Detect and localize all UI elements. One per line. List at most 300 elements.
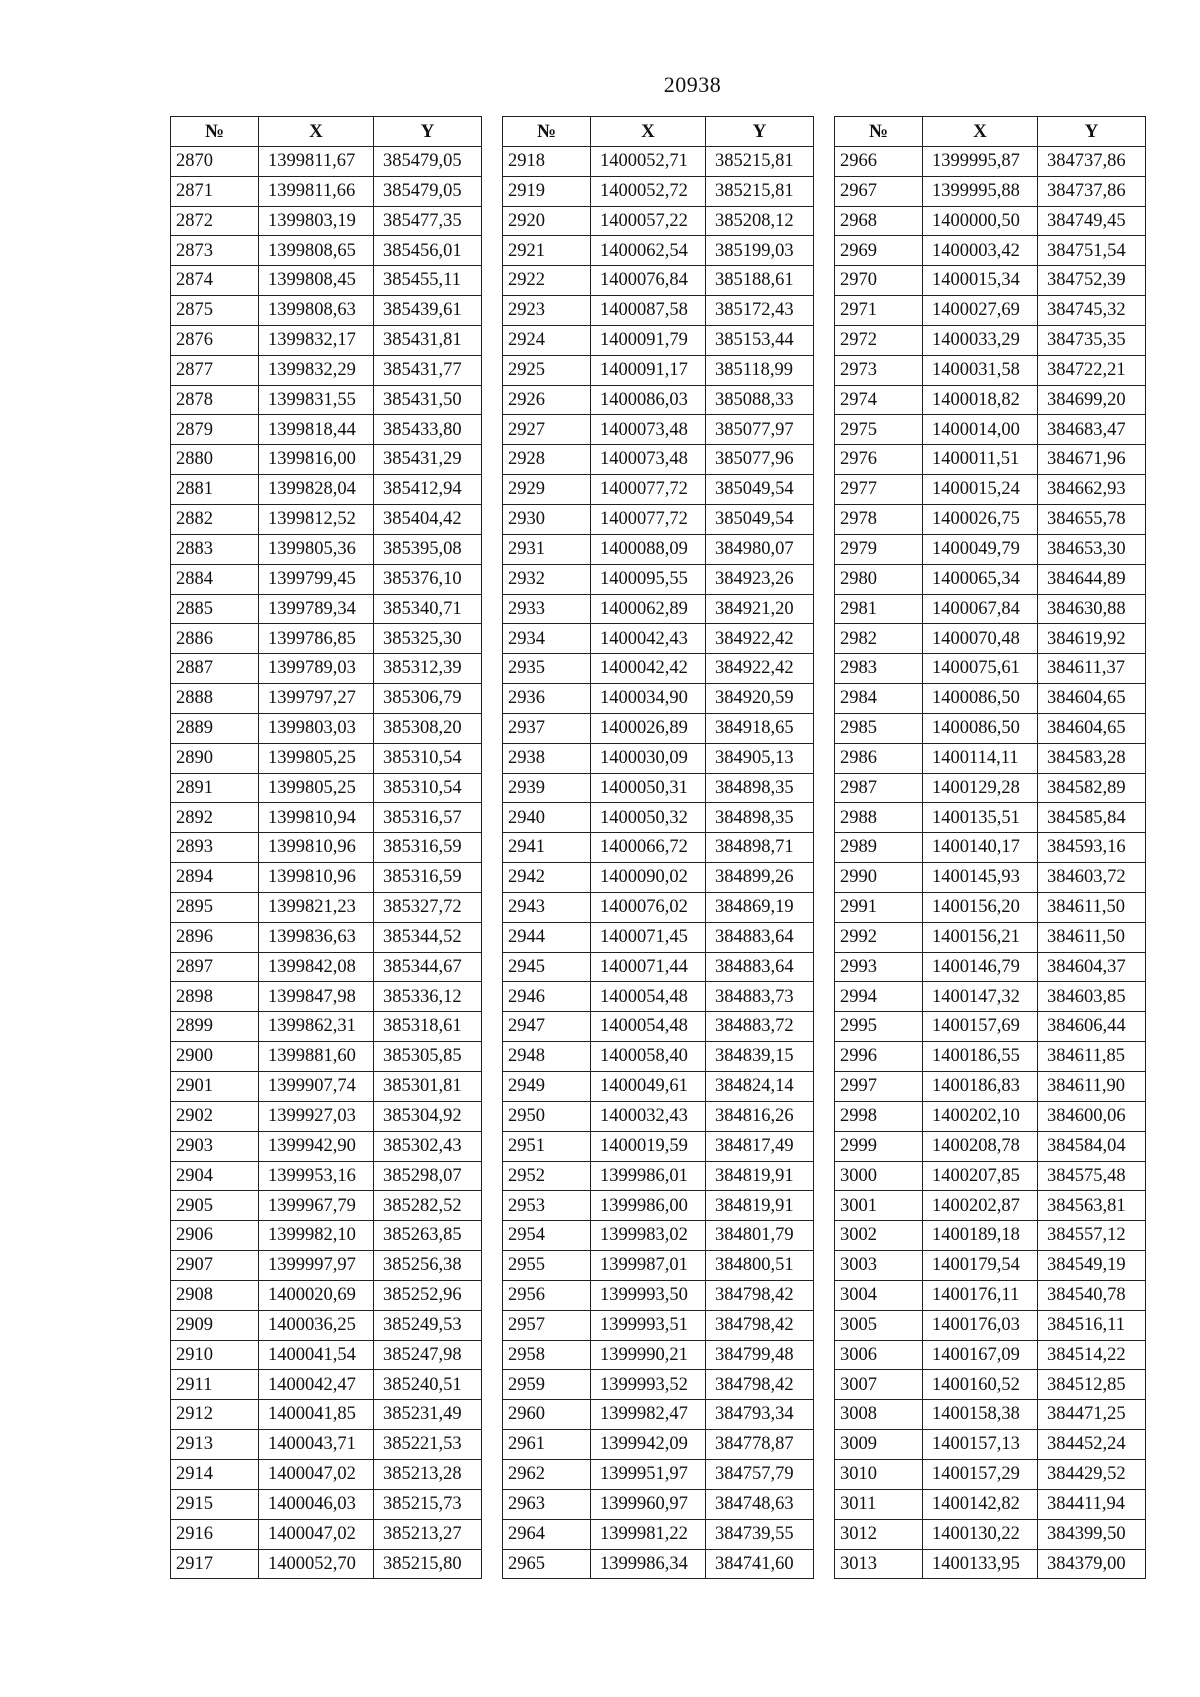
- cell-x: 1399981,22: [591, 1519, 706, 1549]
- cell-x: 1400019,59: [591, 1131, 706, 1161]
- cell-x: 1400065,34: [923, 564, 1038, 594]
- cell-x: 1400030,09: [591, 743, 706, 773]
- cell-number: 2887: [171, 654, 259, 684]
- cell-x: 1400091,79: [591, 325, 706, 355]
- cell-x: 1400086,50: [923, 713, 1038, 743]
- cell-x: 1400070,48: [923, 624, 1038, 654]
- table-row: [835, 1251, 1146, 1281]
- cell-number: 2928: [503, 445, 591, 475]
- cell-number: 2990: [835, 863, 923, 893]
- table-row: [503, 475, 814, 505]
- cell-number: 2948: [503, 1042, 591, 1072]
- cell-y: 385316,59: [374, 833, 482, 863]
- table-row: [503, 1459, 814, 1489]
- cell-y: 384801,79: [706, 1221, 814, 1251]
- cell-number: 3002: [835, 1221, 923, 1251]
- cell-x: 1400145,93: [923, 863, 1038, 893]
- table-row: [171, 206, 482, 236]
- table-row: [835, 355, 1146, 385]
- table-row: [835, 325, 1146, 355]
- cell-number: 2914: [171, 1459, 259, 1489]
- cell-number: 3000: [835, 1161, 923, 1191]
- cell-number: 2943: [503, 892, 591, 922]
- table-row: [503, 773, 814, 803]
- cell-x: 1400156,21: [923, 922, 1038, 952]
- cell-x: 1399805,36: [259, 534, 374, 564]
- table-row: [503, 803, 814, 833]
- cell-y: 385049,54: [706, 504, 814, 534]
- table-row: [503, 415, 814, 445]
- cell-y: 385344,67: [374, 952, 482, 982]
- cell-x: 1400041,85: [259, 1400, 374, 1430]
- cell-number: 2956: [503, 1280, 591, 1310]
- cell-y: 384411,94: [1038, 1489, 1146, 1519]
- cell-x: 1399797,27: [259, 684, 374, 714]
- cell-y: 384471,25: [1038, 1400, 1146, 1430]
- cell-x: 1399808,63: [259, 296, 374, 326]
- cell-x: 1400042,47: [259, 1370, 374, 1400]
- cell-x: 1400186,55: [923, 1042, 1038, 1072]
- cell-x: 1399982,47: [591, 1400, 706, 1430]
- cell-number: 2911: [171, 1370, 259, 1400]
- cell-y: 384611,50: [1038, 922, 1146, 952]
- cell-x: 1400050,32: [591, 803, 706, 833]
- cell-y: 384793,34: [706, 1400, 814, 1430]
- cell-x: 1400066,72: [591, 833, 706, 863]
- table-row: [503, 1101, 814, 1131]
- cell-x: 1399982,10: [259, 1221, 374, 1251]
- table-row: [171, 1310, 482, 1340]
- cell-number: 2995: [835, 1012, 923, 1042]
- cell-y: 385208,12: [706, 206, 814, 236]
- cell-x: 1400075,61: [923, 654, 1038, 684]
- header-number: №: [171, 117, 259, 147]
- cell-y: 384619,92: [1038, 624, 1146, 654]
- cell-x: 1400015,34: [923, 266, 1038, 296]
- cell-number: 2979: [835, 534, 923, 564]
- table-row: [503, 833, 814, 863]
- cell-x: 1400157,29: [923, 1459, 1038, 1489]
- table-row: [835, 1161, 1146, 1191]
- cell-number: 2923: [503, 296, 591, 326]
- cell-y: 384722,21: [1038, 355, 1146, 385]
- table-row: [503, 266, 814, 296]
- table-row: [171, 952, 482, 982]
- cell-x: 1400062,54: [591, 236, 706, 266]
- cell-y: 385118,99: [706, 355, 814, 385]
- cell-x: 1399986,00: [591, 1191, 706, 1221]
- cell-number: 2963: [503, 1489, 591, 1519]
- cell-x: 1400208,78: [923, 1131, 1038, 1161]
- cell-number: 2876: [171, 325, 259, 355]
- table-row: [835, 1489, 1146, 1519]
- table-row: [835, 1012, 1146, 1042]
- cell-number: 2965: [503, 1549, 591, 1579]
- cell-number: 2870: [171, 146, 259, 176]
- cell-number: 2942: [503, 863, 591, 893]
- cell-y: 385282,52: [374, 1191, 482, 1221]
- cell-number: 2886: [171, 624, 259, 654]
- table-row: [171, 1459, 482, 1489]
- cell-x: 1399832,29: [259, 355, 374, 385]
- cell-x: 1399881,60: [259, 1042, 374, 1072]
- cell-x: 1400047,02: [259, 1519, 374, 1549]
- cell-number: 2936: [503, 684, 591, 714]
- table-row: [171, 594, 482, 624]
- cell-number: 3011: [835, 1489, 923, 1519]
- cell-x: 1399810,96: [259, 863, 374, 893]
- cell-x: 1400034,90: [591, 684, 706, 714]
- cell-x: 1399805,25: [259, 773, 374, 803]
- cell-number: 2883: [171, 534, 259, 564]
- cell-number: 2970: [835, 266, 923, 296]
- cell-x: 1400062,89: [591, 594, 706, 624]
- cell-y: 384699,20: [1038, 385, 1146, 415]
- table-row: [171, 564, 482, 594]
- cell-number: 2999: [835, 1131, 923, 1161]
- cell-x: 1400003,42: [923, 236, 1038, 266]
- cell-x: 1400033,29: [923, 325, 1038, 355]
- table-row: [171, 146, 482, 176]
- table-row: [503, 713, 814, 743]
- cell-y: 384735,35: [1038, 325, 1146, 355]
- cell-number: 3007: [835, 1370, 923, 1400]
- cell-y: 384745,32: [1038, 296, 1146, 326]
- cell-y: 384683,47: [1038, 415, 1146, 445]
- cell-number: 2985: [835, 713, 923, 743]
- cell-y: 384819,91: [706, 1161, 814, 1191]
- cell-number: 2969: [835, 236, 923, 266]
- cell-number: 2971: [835, 296, 923, 326]
- table-row: [835, 1430, 1146, 1460]
- cell-y: 385263,85: [374, 1221, 482, 1251]
- table-row: [835, 624, 1146, 654]
- table-row: [503, 176, 814, 206]
- cell-x: 1400130,22: [923, 1519, 1038, 1549]
- cell-number: 2997: [835, 1072, 923, 1102]
- table-row: [171, 684, 482, 714]
- table-row: [503, 1131, 814, 1161]
- cell-x: 1400046,03: [259, 1489, 374, 1519]
- cell-y: 384751,54: [1038, 236, 1146, 266]
- table-row: [171, 1519, 482, 1549]
- cell-y: 384899,26: [706, 863, 814, 893]
- cell-number: 2909: [171, 1310, 259, 1340]
- cell-x: 1399995,88: [923, 176, 1038, 206]
- cell-x: 1400160,52: [923, 1370, 1038, 1400]
- cell-y: 385318,61: [374, 1012, 482, 1042]
- cell-x: 1400176,03: [923, 1310, 1038, 1340]
- cell-y: 384898,71: [706, 833, 814, 863]
- cell-y: 384662,93: [1038, 475, 1146, 505]
- table-row: [835, 743, 1146, 773]
- cell-number: 2873: [171, 236, 259, 266]
- cell-y: 384583,28: [1038, 743, 1146, 773]
- cell-y: 384644,89: [1038, 564, 1146, 594]
- cell-x: 1399812,52: [259, 504, 374, 534]
- table-row: [171, 1101, 482, 1131]
- cell-x: 1400176,11: [923, 1280, 1038, 1310]
- cell-y: 385306,79: [374, 684, 482, 714]
- cell-number: 2904: [171, 1161, 259, 1191]
- cell-x: 1400207,85: [923, 1161, 1038, 1191]
- cell-number: 2888: [171, 684, 259, 714]
- cell-x: 1399818,44: [259, 415, 374, 445]
- table-row: [835, 1072, 1146, 1102]
- cell-y: 385431,29: [374, 445, 482, 475]
- table-row: [171, 1072, 482, 1102]
- header-number: №: [503, 117, 591, 147]
- table-row: [171, 1340, 482, 1370]
- cell-number: 2945: [503, 952, 591, 982]
- cell-number: 2944: [503, 922, 591, 952]
- cell-y: 385431,77: [374, 355, 482, 385]
- cell-number: 2910: [171, 1340, 259, 1370]
- cell-x: 1400050,31: [591, 773, 706, 803]
- table-row: [835, 1042, 1146, 1072]
- table-row: [835, 594, 1146, 624]
- cell-y: 384748,63: [706, 1489, 814, 1519]
- cell-y: 384898,35: [706, 803, 814, 833]
- cell-x: 1400011,51: [923, 445, 1038, 475]
- cell-x: 1400202,87: [923, 1191, 1038, 1221]
- cell-number: 2950: [503, 1101, 591, 1131]
- cell-y: 385404,42: [374, 504, 482, 534]
- table-row: [503, 1072, 814, 1102]
- cell-number: 2962: [503, 1459, 591, 1489]
- page-number: 20938: [663, 72, 722, 97]
- cell-y: 384399,50: [1038, 1519, 1146, 1549]
- cell-y: 384379,00: [1038, 1549, 1146, 1579]
- table-row: [171, 1370, 482, 1400]
- cell-number: 2893: [171, 833, 259, 863]
- cell-y: 384593,16: [1038, 833, 1146, 863]
- header-y: Y: [374, 117, 482, 147]
- header-x: X: [259, 117, 374, 147]
- header-x: X: [923, 117, 1038, 147]
- table-row: [503, 1370, 814, 1400]
- cell-number: 2877: [171, 355, 259, 385]
- table-header-row: [503, 117, 814, 147]
- cell-y: 384883,73: [706, 982, 814, 1012]
- table-row: [503, 922, 814, 952]
- cell-y: 385213,27: [374, 1519, 482, 1549]
- table-row: [835, 415, 1146, 445]
- cell-number: 2980: [835, 564, 923, 594]
- cell-y: 384816,26: [706, 1101, 814, 1131]
- cell-number: 3009: [835, 1430, 923, 1460]
- cell-y: 384905,13: [706, 743, 814, 773]
- table-row: [503, 1430, 814, 1460]
- cell-number: 2967: [835, 176, 923, 206]
- coordinate-table-1: [170, 116, 482, 1579]
- cell-x: 1400047,02: [259, 1459, 374, 1489]
- cell-x: 1400142,82: [923, 1489, 1038, 1519]
- table-row: [171, 534, 482, 564]
- table-row: [835, 833, 1146, 863]
- cell-y: 385298,07: [374, 1161, 482, 1191]
- table-row: [503, 1310, 814, 1340]
- cell-number: 2933: [503, 594, 591, 624]
- cell-number: 2926: [503, 385, 591, 415]
- cell-y: 385231,49: [374, 1400, 482, 1430]
- table-row: [503, 1549, 814, 1579]
- cell-number: 2884: [171, 564, 259, 594]
- cell-x: 1400042,42: [591, 654, 706, 684]
- cell-y: 384604,37: [1038, 952, 1146, 982]
- cell-x: 1399847,98: [259, 982, 374, 1012]
- cell-x: 1400032,43: [591, 1101, 706, 1131]
- table-row: [835, 206, 1146, 236]
- table-row: [835, 982, 1146, 1012]
- cell-y: 385199,03: [706, 236, 814, 266]
- table-row: [503, 1519, 814, 1549]
- cell-y: 384778,87: [706, 1430, 814, 1460]
- cell-number: 2929: [503, 475, 591, 505]
- table-row: [171, 1131, 482, 1161]
- cell-number: 2921: [503, 236, 591, 266]
- table-row: [171, 1251, 482, 1281]
- cell-x: 1399986,01: [591, 1161, 706, 1191]
- cell-y: 385310,54: [374, 743, 482, 773]
- cell-y: 384741,60: [706, 1549, 814, 1579]
- cell-y: 385301,81: [374, 1072, 482, 1102]
- cell-number: 2925: [503, 355, 591, 385]
- cell-x: 1399987,01: [591, 1251, 706, 1281]
- cell-y: 384600,06: [1038, 1101, 1146, 1131]
- cell-x: 1400058,40: [591, 1042, 706, 1072]
- cell-number: 2991: [835, 892, 923, 922]
- table-row: [171, 624, 482, 654]
- cell-number: 2982: [835, 624, 923, 654]
- table-row: [835, 504, 1146, 534]
- cell-number: 2916: [171, 1519, 259, 1549]
- cell-x: 1399986,34: [591, 1549, 706, 1579]
- table-row: [835, 445, 1146, 475]
- cell-y: 384603,85: [1038, 982, 1146, 1012]
- cell-x: 1400088,09: [591, 534, 706, 564]
- cell-x: 1399803,19: [259, 206, 374, 236]
- table-row: [835, 1340, 1146, 1370]
- cell-number: 2930: [503, 504, 591, 534]
- cell-x: 1399811,67: [259, 146, 374, 176]
- cell-x: 1399786,85: [259, 624, 374, 654]
- table-row: [835, 713, 1146, 743]
- table-row: [503, 624, 814, 654]
- cell-number: 2879: [171, 415, 259, 445]
- cell-x: 1400091,17: [591, 355, 706, 385]
- cell-y: 384839,15: [706, 1042, 814, 1072]
- table-row: [835, 863, 1146, 893]
- cell-y: 385316,57: [374, 803, 482, 833]
- cell-x: 1400087,58: [591, 296, 706, 326]
- cell-y: 384611,90: [1038, 1072, 1146, 1102]
- cell-x: 1399951,97: [591, 1459, 706, 1489]
- cell-y: 385431,81: [374, 325, 482, 355]
- cell-x: 1399990,21: [591, 1340, 706, 1370]
- cell-y: 385188,61: [706, 266, 814, 296]
- table-row: [171, 445, 482, 475]
- table-row: [503, 684, 814, 714]
- cell-y: 385479,05: [374, 176, 482, 206]
- cell-y: 385439,61: [374, 296, 482, 326]
- cell-y: 385479,05: [374, 146, 482, 176]
- cell-number: 2993: [835, 952, 923, 982]
- table-header-row: [835, 117, 1146, 147]
- table-row: [835, 1370, 1146, 1400]
- table-row: [171, 892, 482, 922]
- table-row: [835, 236, 1146, 266]
- cell-number: 2894: [171, 863, 259, 893]
- cell-number: 2972: [835, 325, 923, 355]
- cell-x: 1399995,87: [923, 146, 1038, 176]
- cell-number: 2959: [503, 1370, 591, 1400]
- cell-number: 2889: [171, 713, 259, 743]
- cell-x: 1400073,48: [591, 415, 706, 445]
- cell-number: 2895: [171, 892, 259, 922]
- table-row: [171, 922, 482, 952]
- cell-y: 384798,42: [706, 1370, 814, 1400]
- cell-y: 384549,19: [1038, 1251, 1146, 1281]
- cell-number: 2974: [835, 385, 923, 415]
- table-row: [503, 146, 814, 176]
- cell-x: 1400049,61: [591, 1072, 706, 1102]
- table-row: [835, 475, 1146, 505]
- cell-y: 385215,81: [706, 146, 814, 176]
- table-row: [171, 1280, 482, 1310]
- table-row: [835, 1101, 1146, 1131]
- table-row: [171, 475, 482, 505]
- cell-x: 1399832,17: [259, 325, 374, 355]
- cell-y: 385213,28: [374, 1459, 482, 1489]
- cell-number: 2986: [835, 743, 923, 773]
- cell-number: 2915: [171, 1489, 259, 1519]
- cell-x: 1399803,03: [259, 713, 374, 743]
- cell-y: 384798,42: [706, 1310, 814, 1340]
- table-row: [835, 1310, 1146, 1340]
- cell-y: 384798,42: [706, 1280, 814, 1310]
- cell-y: 385310,54: [374, 773, 482, 803]
- cell-number: 2920: [503, 206, 591, 236]
- table-row: [503, 534, 814, 564]
- cell-x: 1400027,69: [923, 296, 1038, 326]
- table-row: [503, 236, 814, 266]
- cell-y: 385088,33: [706, 385, 814, 415]
- cell-y: 384920,59: [706, 684, 814, 714]
- cell-number: 3006: [835, 1340, 923, 1370]
- cell-number: 2903: [171, 1131, 259, 1161]
- cell-number: 2892: [171, 803, 259, 833]
- cell-y: 385340,71: [374, 594, 482, 624]
- cell-x: 1399808,65: [259, 236, 374, 266]
- cell-number: 2890: [171, 743, 259, 773]
- cell-number: 2898: [171, 982, 259, 1012]
- cell-y: 385344,52: [374, 922, 482, 952]
- table-row: [171, 236, 482, 266]
- cell-number: 2917: [171, 1549, 259, 1579]
- cell-x: 1399997,97: [259, 1251, 374, 1281]
- cell-number: 2932: [503, 564, 591, 594]
- cell-x: 1400014,00: [923, 415, 1038, 445]
- cell-y: 385325,30: [374, 624, 482, 654]
- cell-y: 385077,96: [706, 445, 814, 475]
- cell-number: 2878: [171, 385, 259, 415]
- cell-number: 2987: [835, 773, 923, 803]
- cell-x: 1400147,32: [923, 982, 1038, 1012]
- cell-number: 3001: [835, 1191, 923, 1221]
- cell-y: 385456,01: [374, 236, 482, 266]
- table-row: [171, 1012, 482, 1042]
